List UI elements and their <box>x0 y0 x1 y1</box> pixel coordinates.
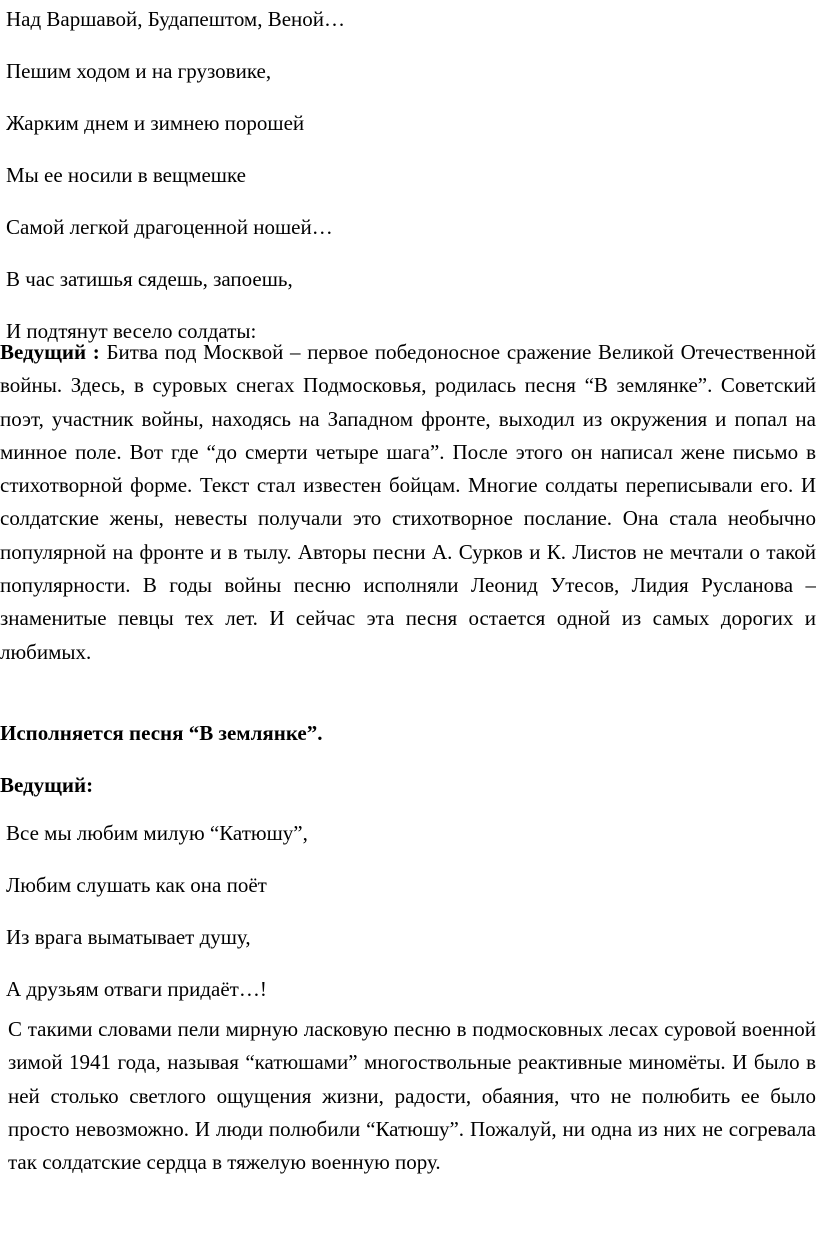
verse-line: А друзьям отваги придаёт…! <box>6 977 267 1001</box>
paragraph-text: Битва под Москвой – первое победоносное сражение Великой Отечественной войны. Здесь, в суровых снегах Подмосковья, родилась песня “В землянке”. Советский поэт, участник войны, находясь на Западном фронте, выходил из окружения и попал на минное поле. Вот где “до смерти четыре шага”. После этого он написал жене письмо в стихотворной форме. Текст стал известен бойцам. Многие солдаты переписывали его. И солдатские жены, невесты получали это стихотворное послание. Она стала необычно популярной на фронте и в тылу. Авторы песни А. Сурков и К. Листов не мечтали о такой популярности. В годы войны песню исполняли Леонид Утесов, Лидия Русланова – знаменитые певцы тех лет. И сейчас эта песня остается одной из самых дорогих и любимых. <box>0 340 816 664</box>
verse-line: В час затишья сядешь, запоешь, <box>6 267 293 291</box>
verse-line: Из врага выматывает душу, <box>6 925 251 949</box>
verse-line: Все мы любим милую “Катюшу”, <box>6 821 308 845</box>
verse-block <box>0 820 308 1028</box>
song-heading: Исполняется песня “В землянке”. <box>0 721 323 745</box>
speaker-heading: Ведущий: <box>0 773 94 797</box>
verse-line: Самой легкой драгоценной ношей… <box>6 215 333 239</box>
speaker-label: Ведущий : <box>0 340 100 364</box>
verse-block <box>0 6 345 370</box>
verse-line: Над Варшавой, Будапештом, Веной… <box>6 7 346 31</box>
narration-paragraph <box>0 336 816 669</box>
verse-line: Любим слушать как она поёт <box>6 873 267 897</box>
narration-paragraph: С такими словами пели мирную ласковую песню в подмосковных лесах суровой военной зимой 1941 года, называя “катюшами” многоствольные реактивные миномёты. И было в ней столько светлого ощущения жизни, радости, обаяния, что не полюбить ее было просто невозможно. И люди полюбили “Катюшу”. Пожалуй, ни одна из них не согревала так солдатские сердца в тяжелую военную пору. <box>8 1017 816 1175</box>
verse-line: Пешим ходом и на грузовике, <box>6 59 272 83</box>
verse-line: Жарким днем и зимнею порошей <box>6 111 305 135</box>
verse-line: И подтянут весело солдаты: <box>6 319 257 343</box>
verse-line: Мы ее носили в вещмешке <box>6 163 246 187</box>
